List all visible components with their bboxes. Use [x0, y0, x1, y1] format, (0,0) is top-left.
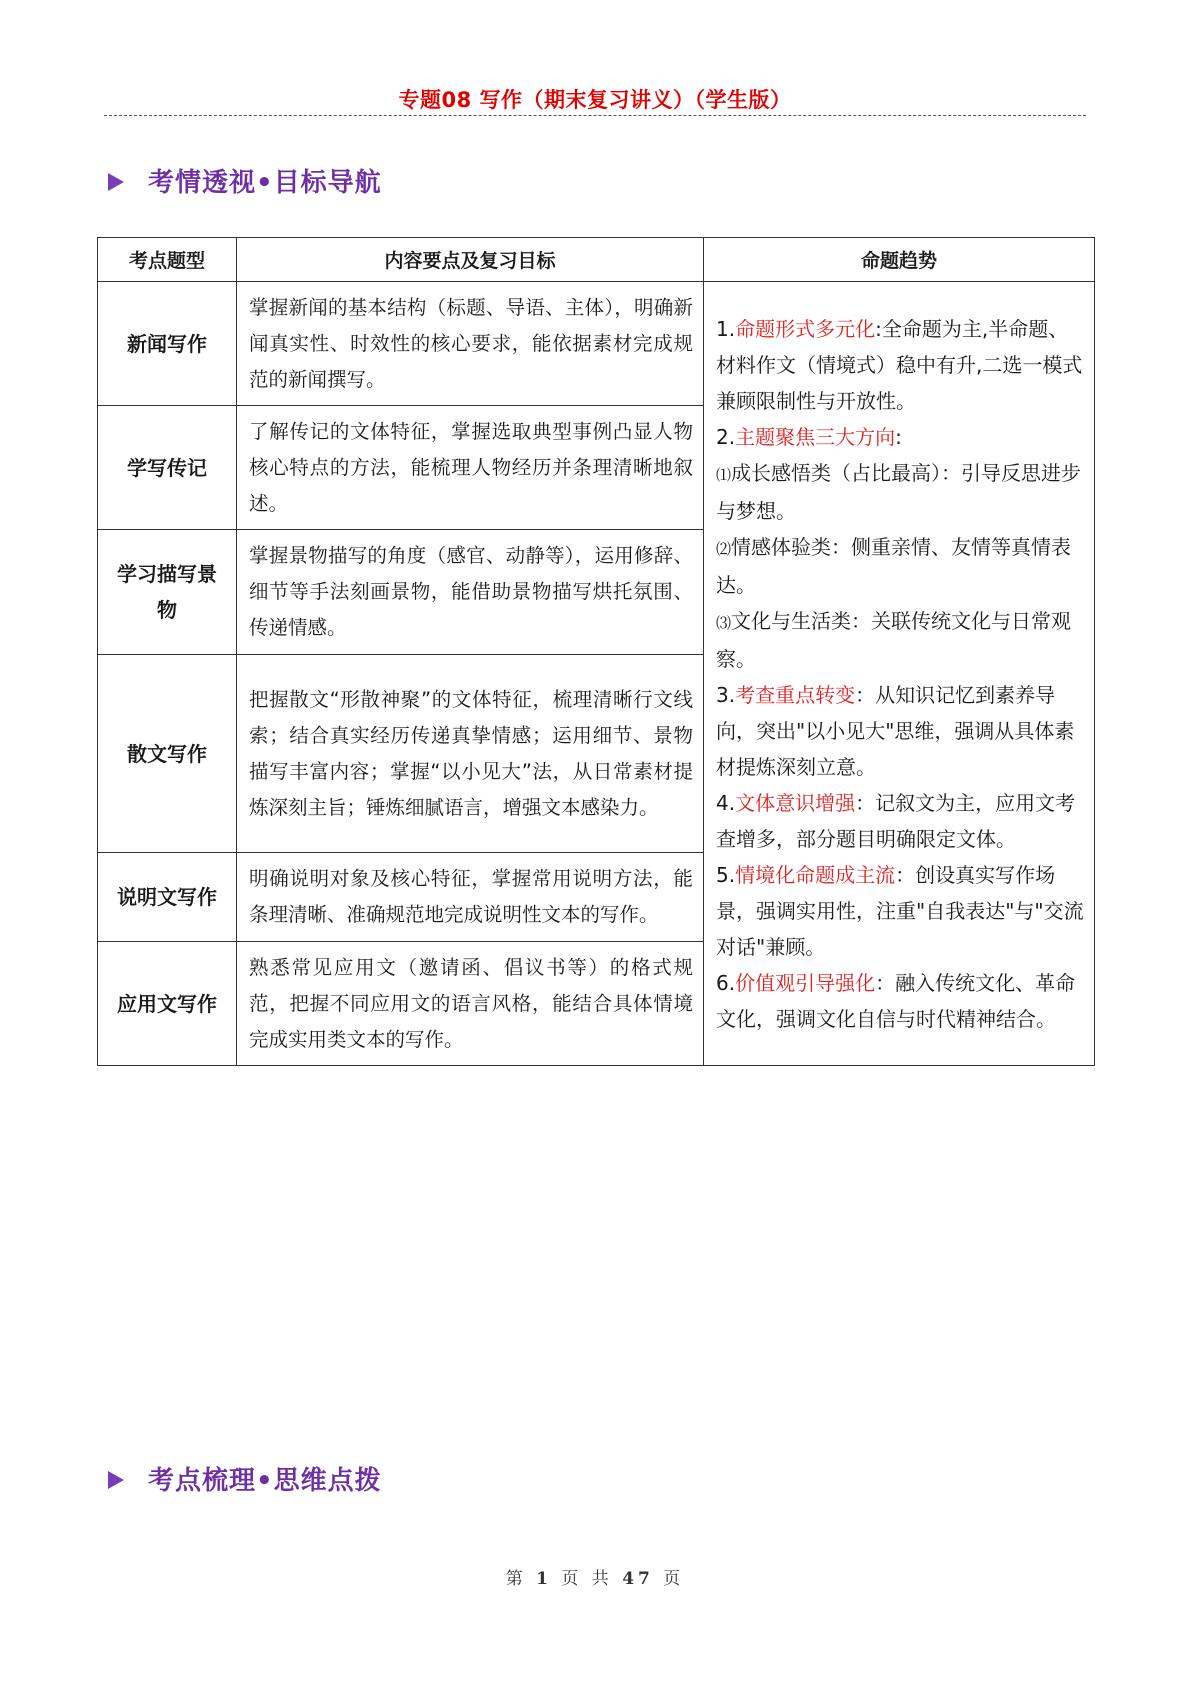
- trend-item-1: 1.命题形式多元化:全命题为主,半命题、材料作文（情境式）稳中有升,二选一模式兼顾限制性与开放性。: [716, 316, 1083, 413]
- row-type: 说明文写作: [98, 853, 237, 942]
- trend-keyword: 考查重点转变: [735, 682, 856, 707]
- row-content: 掌握景物描写的角度（感官、动静等），运用修辞、细节等手法刻画景物，能借助景物描写烘托氛围、传递情感。: [237, 530, 704, 655]
- row-content: 熟悉常见应用文（邀请函、倡议书等）的格式规范，把握不同应用文的语言风格，能结合具体情境完成实用类文本的写作。: [237, 942, 704, 1066]
- trend-item-2: 2.主题聚焦三大方向:: [716, 424, 902, 449]
- document-title: 专题08 写作（期末复习讲义）（学生版）: [398, 88, 792, 112]
- table-row: [98, 282, 1095, 406]
- table-header-row: [98, 238, 1095, 282]
- title-divider: [104, 115, 1086, 116]
- section-heading-exam-overview: [108, 162, 382, 199]
- trend-keyword: 情境化命题成主流: [735, 862, 896, 887]
- trend-keyword: 命题形式多元化: [735, 316, 876, 341]
- page-footer: 第 1 页 共 47 页: [505, 1569, 685, 1589]
- trend-subitem-1: ⑴成长感悟类（占比最高）：引导反思进步与梦想。: [716, 460, 1082, 523]
- header-cell-type: 考点题型: [98, 238, 237, 282]
- section-title: 考情透视•目标导航: [148, 168, 382, 198]
- row-content: 明确说明对象及核心特征，掌握常用说明方法，能条理清晰、准确规范地完成说明性文本的写作。: [237, 853, 704, 942]
- trend-keyword: 主题聚焦三大方向: [735, 424, 896, 449]
- trend-item-3: 3.考查重点转变：从知识记忆到素养导向，突出"以小见大"思维，强调从具体素材提炼深刻立意。: [716, 682, 1075, 779]
- trend-item-6: 6.价值观引导强化：融入传统文化、革命文化，强调文化自信与时代精神结合。: [716, 970, 1076, 1031]
- header-cell-trend: 命题趋势: [704, 238, 1095, 282]
- page-number: 1: [536, 1569, 552, 1589]
- arrow-bullet-icon: [108, 1471, 124, 1489]
- arrow-bullet-icon: [108, 173, 124, 191]
- trend-subitem-2: ⑵情感体验类：侧重亲情、友情等真情表达。: [716, 534, 1072, 597]
- row-type: 学写传记: [98, 406, 237, 530]
- trend-subitem-3: ⑶文化与生活类：关联传统文化与日常观察。: [716, 608, 1072, 671]
- row-type: 学习描写景物: [98, 530, 237, 655]
- trend-item-4: 4.文体意识增强：记叙文为主，应用文考查增多，部分题目明确限定文体。: [716, 790, 1076, 851]
- row-type: 散文写作: [98, 655, 237, 853]
- section-title: 考点梳理•思维点拨: [148, 1466, 382, 1496]
- row-content: 掌握新闻的基本结构（标题、导语、主体），明确新闻真实性、时效性的核心要求，能依据素材完成规范的新闻撰写。: [237, 282, 704, 406]
- trend-cell: [704, 282, 1095, 1066]
- trend-keyword: 文体意识增强: [735, 790, 856, 815]
- trend-keyword: 价值观引导强化: [735, 970, 876, 995]
- row-content: 把握散文“形散神聚”的文体特征，梳理清晰行文线索；结合真实经历传递真挚情感；运用细节、景物描写丰富内容；掌握“以小见大”法，从日常素材提炼深刻主旨；锤炼细腻语言，增强文本感染力。: [237, 655, 704, 853]
- trend-item-5: 5.情境化命题成主流：创设真实写作场景，强调实用性，注重"自我表达"与"交流对话"兼顾。: [716, 862, 1084, 959]
- page-total: 47: [622, 1569, 654, 1589]
- row-content: 了解传记的文体特征，掌握选取典型事例凸显人物核心特点的方法，能梳理人物经历并条理清晰地叙述。: [237, 406, 704, 530]
- row-type: 应用文写作: [98, 942, 237, 1066]
- section-heading-key-points: [108, 1460, 382, 1497]
- exam-overview-table: [97, 237, 1095, 1066]
- header-cell-content: 内容要点及复习目标: [237, 238, 704, 282]
- row-type: 新闻写作: [98, 282, 237, 406]
